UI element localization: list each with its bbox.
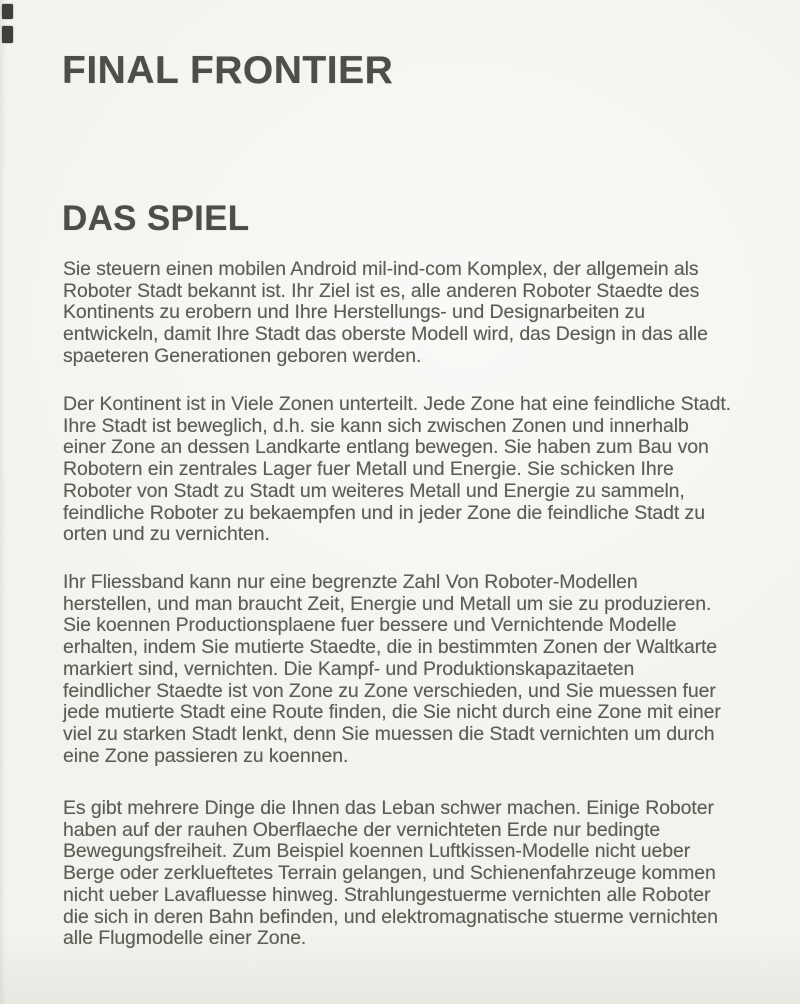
text-line: Der Kontinent ist in Viele Zonen unterteilt. Jede Zone hat eine feindliche Stadt. xyxy=(63,393,731,415)
text-line: erhalten, indem Sie mutierte Staedte, die in bestimmten Zonen der Waltkarte xyxy=(63,636,718,659)
text-line: jede mutierte Stadt eine Route finden, die Sie nicht durch eine Zone mit einer xyxy=(63,701,721,724)
paragraph-production xyxy=(63,572,780,767)
text-line: einer Zone an dessen Landkarte entlang bewegen. Sie haben zum Bau von xyxy=(63,436,709,459)
paragraph-intro xyxy=(63,259,780,368)
text-line: die sich in deren Bahn befinden, und elektromagnatische stuerme vernichten xyxy=(63,905,718,928)
text-line: Kontinents zu erobern und Ihre Herstellungs- und Designarbeiten zu xyxy=(63,301,646,324)
text-line: eine Zone passieren zu koennen. xyxy=(63,744,349,767)
text-line: Sie koennen Productionsplaene fuer bessere und Vernichtende Modelle xyxy=(63,614,677,637)
text-line: Sie steuern einen mobilen Android mil-ind-com Komplex, der allgemein als xyxy=(63,258,699,280)
text-line: Bewegungsfreiheit. Zum Beispiel koennen Luftkissen-Modelle nicht ueber xyxy=(63,840,691,863)
paragraph-hazards xyxy=(63,798,780,950)
scan-artifact-mark xyxy=(2,26,13,43)
scan-artifact-mark xyxy=(2,4,13,19)
text-line: herstellen, und man braucht Zeit, Energie und Metall um sie zu produzieren. xyxy=(63,592,712,615)
text-line: entwickeln, damit Ihre Stadt das oberste Modell wird, das Design in das alle xyxy=(63,323,708,346)
text-line: haben auf der rauhen Oberflaeche der vernichteten Erde nur bedingte xyxy=(63,818,661,841)
text-line: feindliche Roboter zu bekaempfen und in jeder Zone die feindliche Stadt zu xyxy=(63,501,705,524)
text-line: Robotern ein zentrales Lager fuer Metall und Energie. Sie schicken Ihre xyxy=(63,458,674,481)
text-line: nicht ueber Lavafluesse hinweg. Strahlungestuerme vernichten alle Roboter xyxy=(63,883,711,906)
text-line: Ihre Stadt ist beweglich, d.h. sie kann sich zwischen Zonen und innerhalb xyxy=(63,414,689,437)
text-line: orten und zu vernichten. xyxy=(63,523,270,546)
text-line: Berge oder zerklueftetes Terrain gelangen, und Schienenfahrzeuge kommen xyxy=(63,862,716,885)
text-line: Roboter von Stadt zu Stadt um weiteres Metall und Energie zu sammeln, xyxy=(63,479,685,502)
text-line: Roboter Stadt bekannt ist. Ihr Ziel ist es, alle anderen Roboter Staedte des xyxy=(63,279,700,302)
text-line: spaeteren Generationen geboren werden. xyxy=(63,344,422,367)
text-line: Ihr Fliessband kann nur eine begrenzte Zahl Von Roboter-Modellen xyxy=(63,571,638,593)
section-heading: DAS SPIEL xyxy=(62,199,250,238)
text-line: viel zu starken Stadt lenkt, denn Sie muessen die Stadt vernichten um durch xyxy=(63,722,715,745)
page-title: FINAL FRONTIER xyxy=(62,49,394,92)
text-line: feindlicher Staedte ist von Zone zu Zone verschieden, und Sie muessen fuer xyxy=(63,679,716,702)
text-line: Es gibt mehrere Dinge die Ihnen das Leban schwer machen. Einige Roboter xyxy=(63,797,714,819)
paragraph-continent-zones xyxy=(63,394,780,546)
text-line: markiert sind, vernichten. Die Kampf- und Produktionskapazitaeten xyxy=(63,657,635,680)
text-line: alle Flugmodelle einer Zone. xyxy=(63,927,307,950)
